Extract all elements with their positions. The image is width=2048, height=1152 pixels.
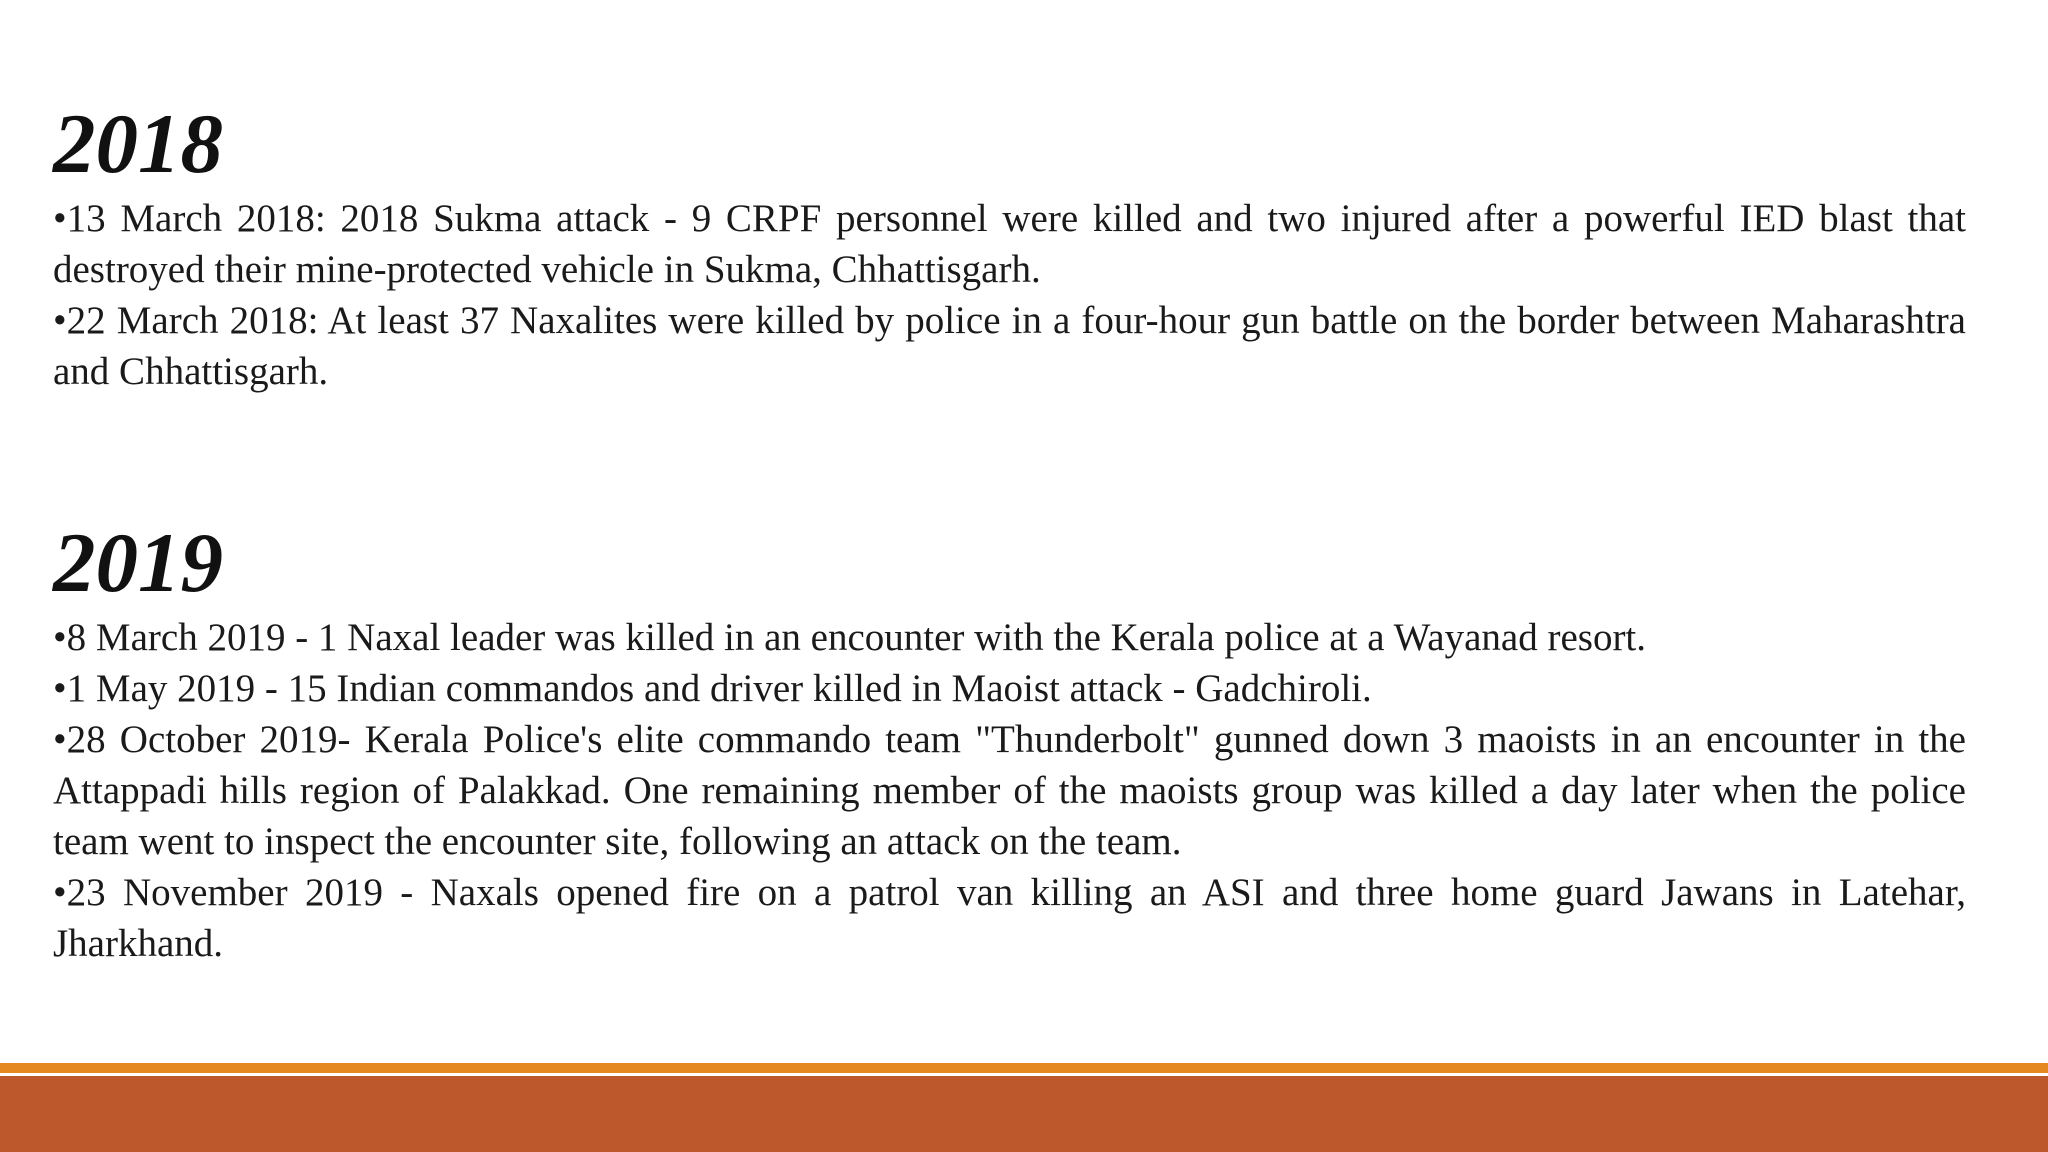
- footer-band: [0, 1076, 2048, 1152]
- section-2019: [53, 514, 1966, 969]
- event-item: •8 March 2019 - 1 Naxal leader was killed in an encounter with the Kerala police at a Wayanad resort.: [53, 616, 1647, 659]
- event-item: •1 May 2019 - 15 Indian commandos and driver killed in Maoist attack - Gadchiroli.: [53, 667, 1372, 710]
- section-2018: [53, 95, 1966, 397]
- footer-accent-line: [0, 1063, 2048, 1073]
- event-list-2018: [53, 193, 1966, 397]
- event-list-2019: [53, 612, 1966, 969]
- event-item: •22 March 2018: At least 37 Naxalites were killed by police in a four-hour gun battle on the border between Maharashtra and Chhattisgarh.: [53, 299, 1966, 393]
- event-item: •23 November 2019 - Naxals opened fire on a patrol van killing an ASI and three home guard Jawans in Latehar, Jharkhand.: [53, 871, 1966, 965]
- year-heading-2019: 2019: [53, 516, 223, 610]
- event-item: •13 March 2018: 2018 Sukma attack - 9 CRPF personnel were killed and two injured after a powerful IED blast that destroyed their mine-protected vehicle in Sukma, Chhattisgarh.: [53, 197, 1966, 291]
- year-heading-2018: 2018: [53, 97, 223, 191]
- slide-content: [53, 95, 1966, 969]
- event-item: •28 October 2019- Kerala Police's elite commando team "Thunderbolt" gunned down 3 maoists in an encounter in the Attappadi hills region of Palakkad. One remaining member of the maoists group was killed a day later when the police team went to inspect the encounter site, following an attack on the team.: [53, 718, 1966, 863]
